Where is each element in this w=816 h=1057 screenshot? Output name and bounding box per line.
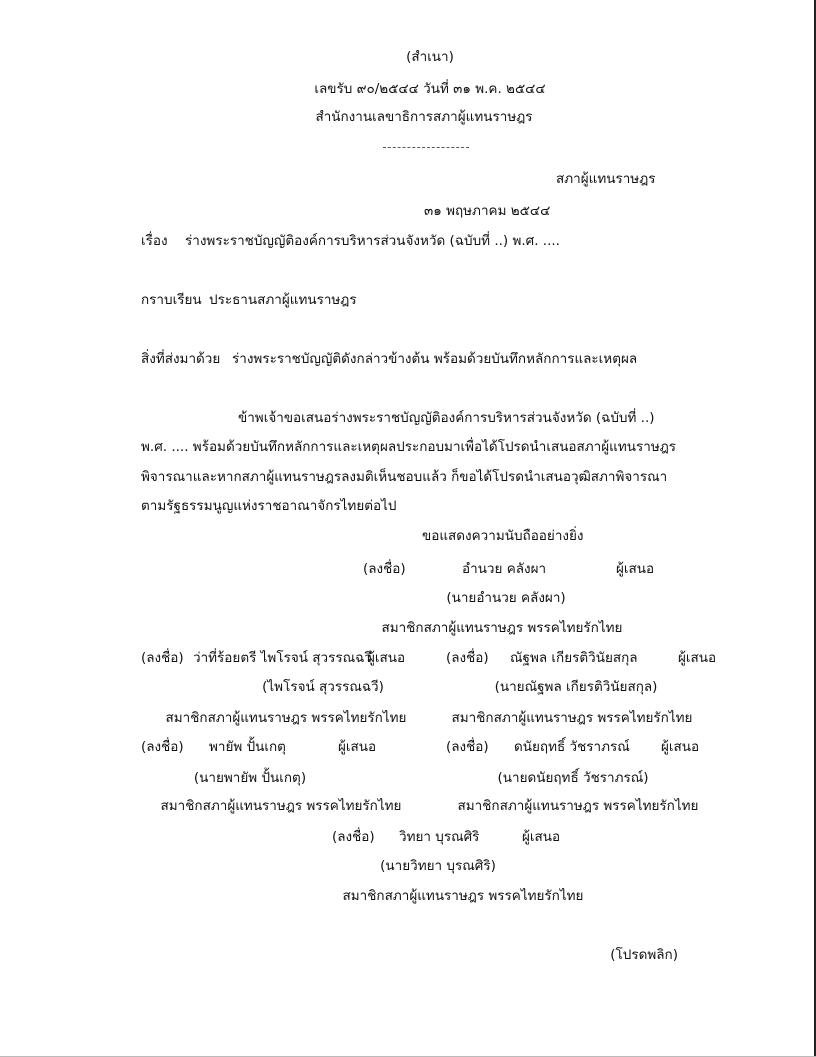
body-line-1: ข้าพเจ้าขอเสนอร่างพระราชบัญญัติองค์การบริหารส่วนจังหวัด (ฉบับที่ ..) bbox=[238, 410, 655, 426]
closing: ขอแสดงความนับถืออย่างยิ่ง bbox=[422, 528, 584, 544]
proposer-role-2: ผู้เสนอ bbox=[367, 650, 406, 666]
office-name: สำนักงานเลขาธิการสภาผู้แทนราษฎร bbox=[315, 109, 533, 125]
signature-3: ณัฐพล เกียรติวินัยสกุล bbox=[510, 650, 638, 666]
signature-1: อำนวย คลังผา bbox=[462, 561, 547, 577]
body-line-2: พ.ศ. .... พร้อมด้วยบันทึกหลักการและเหตุผลประกอบมาเพื่อได้โปรดนำเสนอสภาผู้แทนราษฎร bbox=[141, 439, 677, 455]
copy-mark: (สำเนา) bbox=[406, 49, 454, 65]
separator-line bbox=[383, 147, 469, 148]
member-title-4: สมาชิกสภาผู้แทนราษฎร พรรคไทยรักไทย bbox=[160, 798, 402, 814]
body-line-4: ตามรัฐธรรมนูญแห่งราชอาณาจักรไทยต่อไป bbox=[141, 498, 397, 514]
receipt-number: เลขรับ ๙๐/๒๕๔๔ วันที่ ๓๑ พ.ค. ๒๕๔๔ bbox=[314, 81, 546, 97]
sign-label-6: (ลงชื่อ) bbox=[332, 829, 375, 845]
sign-label-2: (ลงชื่อ) bbox=[141, 650, 184, 666]
sender-org: สภาผู้แทนราษฎร bbox=[556, 171, 656, 187]
sign-label-3: (ลงชื่อ) bbox=[446, 650, 489, 666]
subject-text: ร่างพระราชบัญญัติองค์การบริหารส่วนจังหวัด (ฉบับที่ ..) พ.ศ. .... bbox=[185, 233, 560, 249]
signature-2: ว่าที่ร้อยตรี ไพโรจน์ สุวรรณฉวี bbox=[193, 650, 372, 666]
signature-5: ดนัยฤทธิ์ วัชราภรณ์ bbox=[514, 739, 630, 755]
proposer-role-5: ผู้เสนอ bbox=[661, 739, 700, 755]
member-title-5: สมาชิกสภาผู้แทนราษฎร พรรคไทยรักไทย bbox=[457, 798, 699, 814]
subject-label: เรื่อง bbox=[141, 233, 168, 249]
salutation-label: กราบเรียน bbox=[141, 292, 202, 308]
printed-name-1: (นายอำนวย คลังผา) bbox=[446, 590, 566, 606]
enclosure-text: ร่างพระราชบัญญัติดังกล่าวข้างต้น พร้อมด้วยบันทึกหลักการและเหตุผล bbox=[232, 351, 638, 367]
printed-name-5: (นายดนัยฤทธิ์ วัชราภรณ์) bbox=[497, 770, 649, 786]
member-title-1: สมาชิกสภาผู้แทนราษฎร พรรคไทยรักไทย bbox=[381, 620, 623, 636]
proposer-role-3: ผู้เสนอ bbox=[678, 650, 717, 666]
sign-label-1: (ลงชื่อ) bbox=[363, 561, 406, 577]
printed-name-4: (นายพายัพ ปั้นเกตุ) bbox=[193, 770, 307, 786]
body-line-3: พิจารณาและหากสภาผู้แทนราษฎรลงมติเห็นชอบแล้ว ก็ขอได้โปรดนำเสนอวุฒิสภาพิจารณา bbox=[141, 469, 668, 485]
printed-name-6: (นายวิทยา บุรณศิริ) bbox=[380, 858, 496, 874]
proposer-role-1: ผู้เสนอ bbox=[616, 561, 655, 577]
sign-label-4: (ลงชื่อ) bbox=[141, 739, 184, 755]
signature-4: พายัพ ปั้นเกตุ bbox=[209, 739, 286, 755]
member-title-2: สมาชิกสภาผู้แทนราษฎร พรรคไทยรักไทย bbox=[165, 710, 407, 726]
signature-6: วิทยา บุรณศิริ bbox=[399, 829, 480, 845]
proposer-role-6: ผู้เสนอ bbox=[522, 829, 561, 845]
printed-name-2: (ไพโรจน์ สุวรรณฉวี) bbox=[262, 679, 384, 695]
salutation-recipient: ประธานสภาผู้แทนราษฎร bbox=[209, 292, 357, 308]
sign-label-5: (ลงชื่อ) bbox=[446, 739, 489, 755]
printed-name-3: (นายณัฐพล เกียรติวินัยสกุล) bbox=[494, 679, 658, 695]
member-title-6: สมาชิกสภาผู้แทนราษฎร พรรคไทยรักไทย bbox=[342, 888, 584, 904]
member-title-3: สมาชิกสภาผู้แทนราษฎร พรรคไทยรักไทย bbox=[451, 710, 693, 726]
turn-page-note: (โปรดพลิก) bbox=[610, 947, 678, 963]
enclosure-label: สิ่งที่ส่งมาด้วย bbox=[141, 351, 221, 367]
proposer-role-4: ผู้เสนอ bbox=[338, 739, 377, 755]
letter-date: ๓๑ พฤษภาคม ๒๕๔๔ bbox=[424, 203, 551, 219]
